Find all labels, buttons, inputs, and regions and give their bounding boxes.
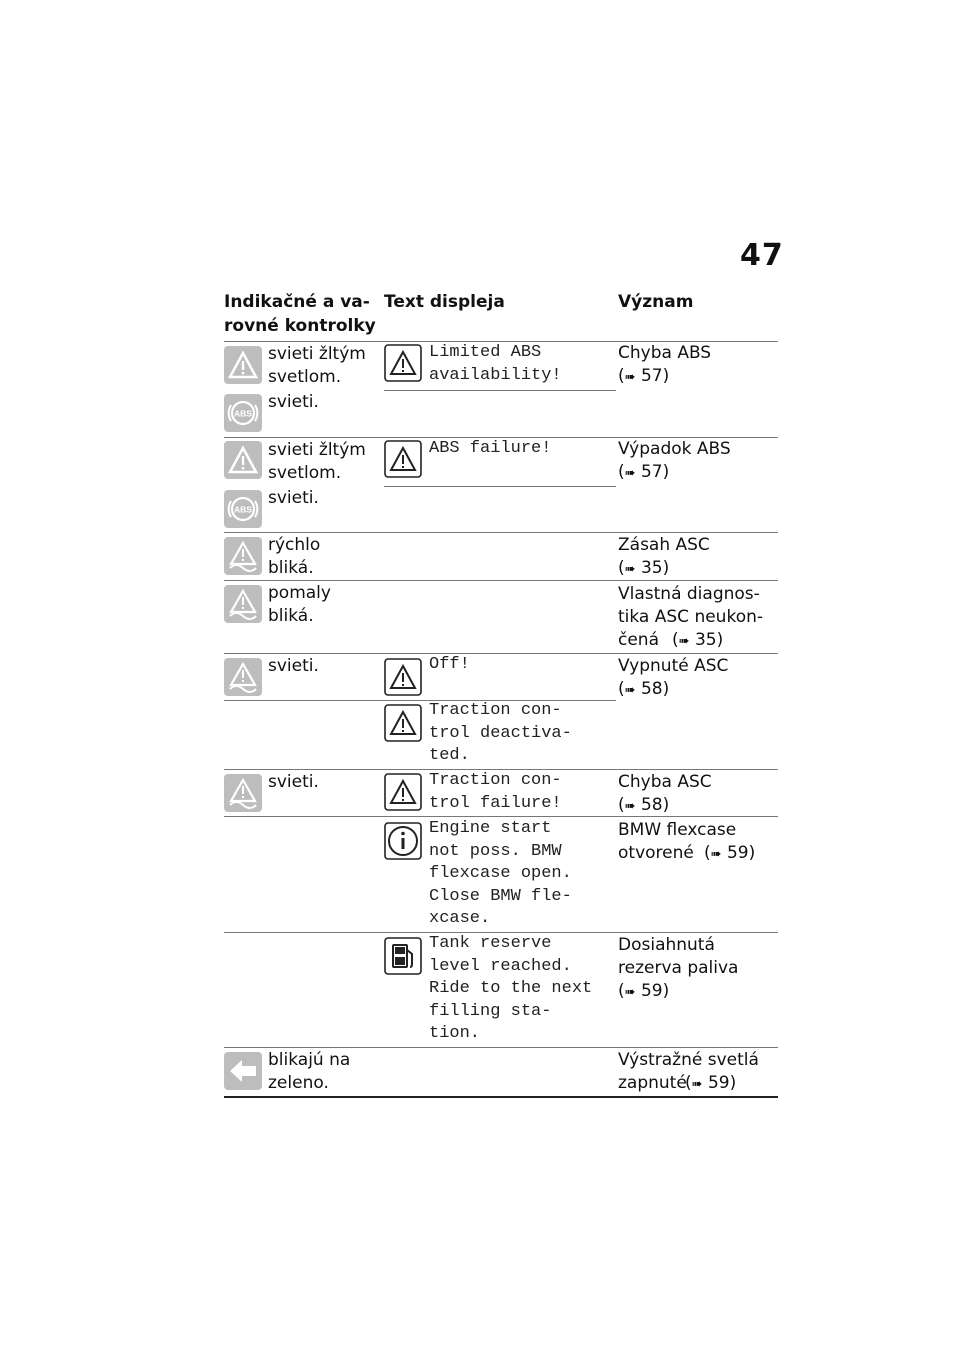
reference-arrow-icon: ➠ (624, 562, 636, 577)
page-number: 47 (740, 238, 784, 273)
header-meaning: Význam (618, 292, 694, 312)
display-message: Tank reserve level reached. Ride to the next filling sta- tion. (429, 934, 593, 1044)
svg-text:ABS: ABS (234, 504, 252, 515)
display-warning-icon (384, 773, 422, 811)
meaning-text: Dosiahnutá rezerva paliva (618, 935, 739, 978)
reference-arrow-icon: ➠ (710, 847, 722, 862)
meaning-text: BMW flexcase otvorené (618, 820, 737, 863)
warning-triangle-lamp-icon (224, 441, 262, 479)
display-message: Engine start not poss. BMW flexcase open. Close BMW fle- xcase. (429, 819, 572, 929)
lamp-status-text: rýchlo bliká. (268, 535, 321, 578)
meaning-reference: (➠ 57) (618, 461, 669, 485)
meaning-reference: (➠ 59) (685, 1072, 736, 1096)
hazard-arrow-lamp-icon (224, 1052, 262, 1090)
lamp-status-text: svieti. (268, 392, 319, 412)
meaning-reference: (➠ 35) (672, 629, 723, 653)
header-indicator-lamps: Indikačné a va- rovné kontrolky (224, 292, 376, 336)
meaning-text: Zásah ASC (618, 535, 710, 555)
lamp-status-text: pomaly bliká. (268, 583, 331, 626)
meaning-reference: (➠ 35) (618, 557, 669, 581)
lamp-status-text: svieti. (268, 488, 319, 508)
lamp-status-text: svieti žltým svetlom. (268, 440, 366, 483)
table-rule (224, 816, 778, 817)
meaning-reference: (➠ 59) (704, 842, 755, 866)
lamp-status-text: svieti. (268, 656, 319, 676)
table-rule (384, 486, 616, 487)
table-rule (384, 390, 616, 391)
display-warning-icon (384, 704, 422, 742)
table-rule (224, 653, 778, 654)
meaning-reference: (➠ 57) (618, 365, 669, 389)
meaning-text: Výpadok ABS (618, 439, 731, 459)
meaning-reference: (➠ 59) (618, 980, 669, 1004)
asc-warning-lamp-icon (224, 585, 262, 623)
reference-arrow-icon: ➠ (678, 634, 690, 649)
reference-arrow-icon: ➠ (624, 466, 636, 481)
reference-arrow-icon: ➠ (624, 985, 636, 1000)
reference-arrow-icon: ➠ (624, 370, 636, 385)
meaning-text: Chyba ABS (618, 343, 712, 363)
lamp-status-text: blikajú na zeleno. (268, 1050, 351, 1093)
header-display-text: Text displeja (384, 292, 505, 312)
asc-warning-lamp-icon (224, 658, 262, 696)
asc-warning-lamp-icon (224, 537, 262, 575)
meaning-text: Chyba ASC (618, 772, 712, 792)
meaning-text: Vlastná diagnos- tika ASC neukon- čená (618, 584, 764, 650)
display-message: Traction con- trol failure! (429, 771, 562, 813)
display-message: Limited ABS availability! (429, 343, 562, 385)
display-info-icon (384, 822, 422, 860)
lamp-status-text: svieti žltým svetlom. (268, 344, 366, 387)
reference-arrow-icon: ➠ (624, 683, 636, 698)
lamp-status-text: svieti. (268, 772, 319, 792)
table-rule (224, 580, 778, 581)
warning-triangle-lamp-icon (224, 346, 262, 384)
display-warning-icon (384, 440, 422, 478)
table-bottom-rule (224, 1096, 778, 1098)
meaning-text: Vypnuté ASC (618, 656, 729, 676)
display-warning-icon (384, 658, 422, 696)
svg-text:ABS: ABS (234, 408, 252, 419)
reference-arrow-icon: ➠ (624, 799, 636, 814)
display-message: Off! (429, 655, 470, 674)
fuel-pump-icon (384, 937, 422, 975)
meaning-reference: (➠ 58) (618, 678, 669, 702)
display-message: ABS failure! (429, 439, 552, 458)
display-message: Traction con- trol deactiva- ted. (429, 701, 572, 766)
abs-lamp-icon (224, 394, 262, 432)
meaning-reference: (➠ 58) (618, 794, 669, 818)
table-rule (224, 1047, 778, 1048)
meaning-text: Výstražné svetlá zapnuté (618, 1050, 759, 1093)
table-rule (224, 532, 778, 533)
abs-lamp-icon (224, 490, 262, 528)
asc-warning-lamp-icon (224, 774, 262, 812)
display-warning-icon (384, 344, 422, 382)
reference-arrow-icon: ➠ (691, 1077, 703, 1092)
